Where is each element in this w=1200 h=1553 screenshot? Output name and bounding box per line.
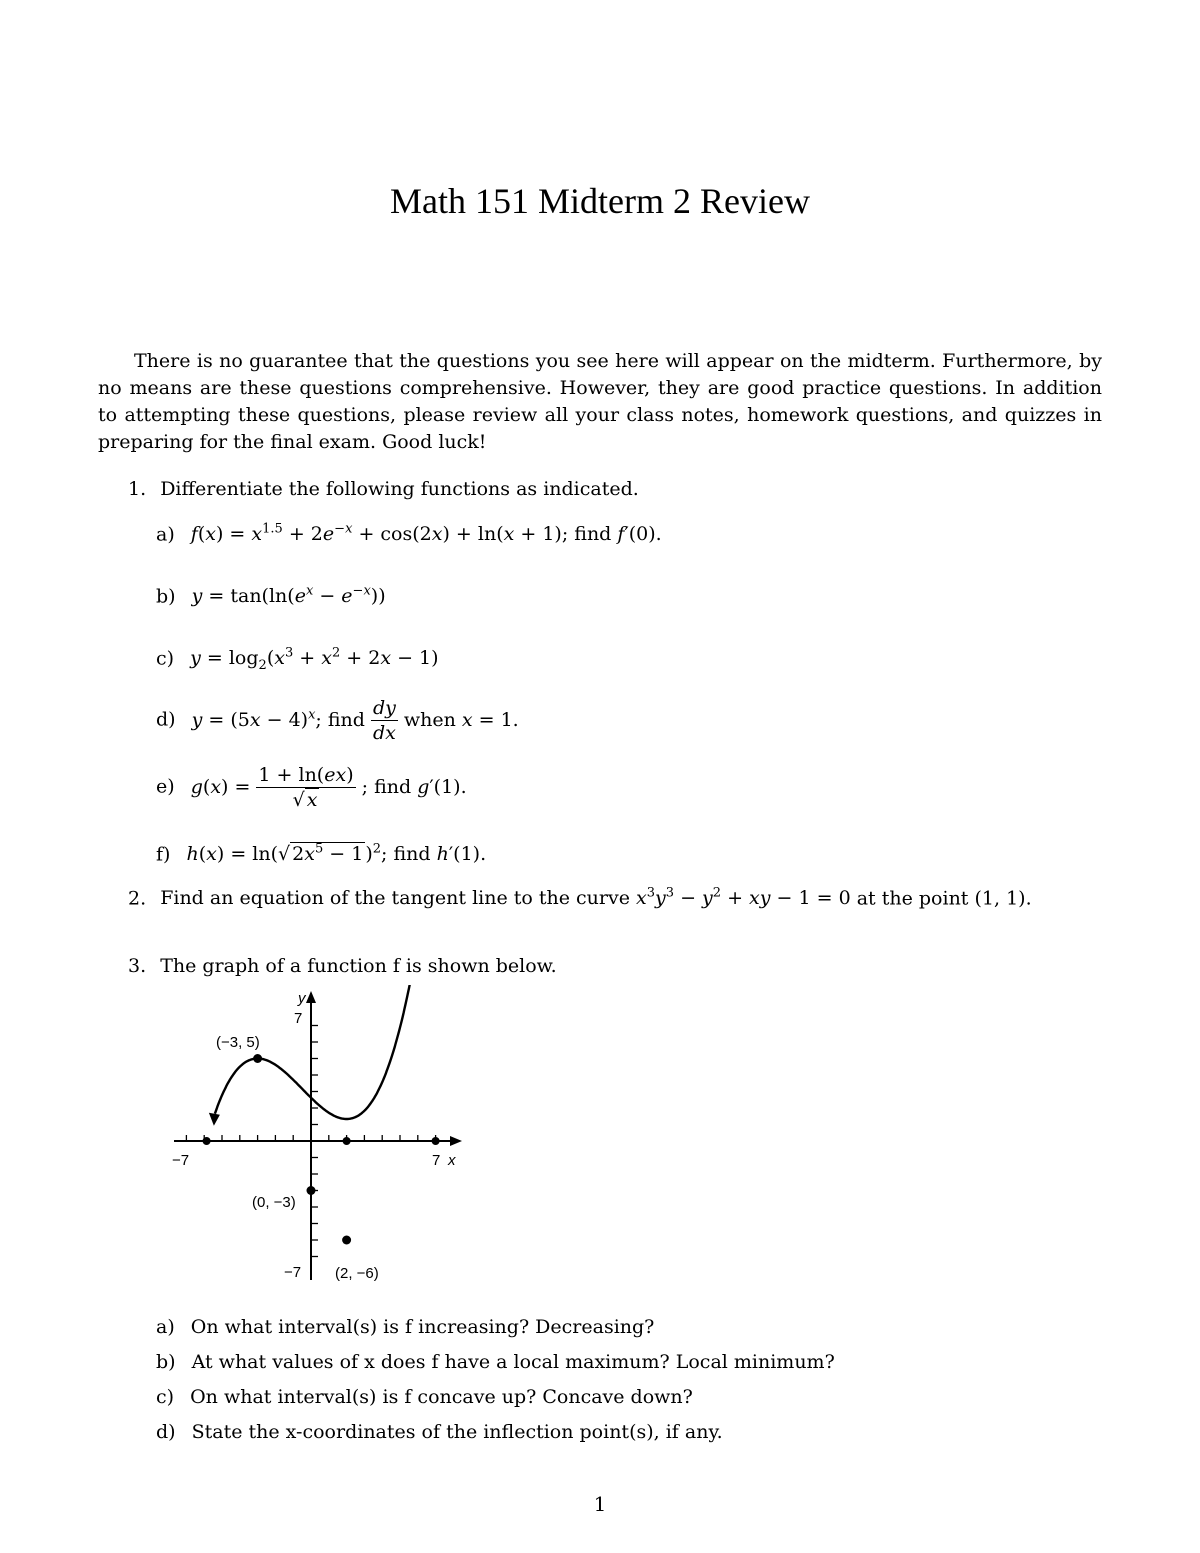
q3-part-d (156, 1421, 723, 1443)
part-label: d) (156, 1421, 176, 1443)
question-number: 3. (128, 955, 147, 977)
question-2 (128, 886, 1032, 909)
part-text: At what values of x does f have a local maximum? Local minimum? (191, 1351, 835, 1373)
point-local-max (253, 1054, 262, 1063)
point-label-y-intercept: (0, −3) (252, 1194, 296, 1211)
part-label: b) (156, 585, 176, 608)
y-axis-label: y (298, 990, 306, 1007)
question-text: The graph of a function f is shown below. (160, 955, 557, 977)
x-intercept-2 (343, 1137, 351, 1145)
y-top-tick-label: 7 (294, 1010, 303, 1027)
question-1 (128, 478, 639, 500)
part-text: State the x-coordinates of the inflection point(s), if any. (191, 1421, 723, 1443)
part-label: f) (156, 843, 171, 866)
page-title: Math 151 Midterm 2 Review (390, 181, 810, 221)
q1-part-b: b) $y = \tan(\ln(e^x - e^{-x}))$ (156, 584, 386, 608)
part-text: On what interval(s) is f increasing? Decreasing? (190, 1316, 655, 1338)
question-number: 2. (128, 887, 147, 910)
question-number: 1. (128, 478, 147, 500)
q3-part-a (156, 1316, 654, 1338)
point-y-intercept (307, 1186, 316, 1195)
q1-part-d: d) $y = (5x - 4)^x$; find $\frac{dy}{dx}$ when x = 1. (156, 697, 519, 744)
q1-part-c: c) $y = \log_2(x^3 + x^2 + 2x - 1)$ (156, 646, 439, 674)
part-label: e) (156, 775, 175, 798)
question-text-after: at the point (1, 1). (856, 887, 1032, 910)
intro-text: There is no guarantee that the questions you see here will appear on the midterm. Furthermore, by no means are these questions comprehensive. However, they are good practice questions. In addition to attempting these questions, please review all your class notes, homework questions, and quizzes in preparing for the final exam. Good luck! (98, 350, 1102, 453)
point-label-local-min: (2, −6) (335, 1265, 379, 1282)
x-intercept-1 (203, 1137, 211, 1145)
question-text-before: Find an equation of the tangent line to the curve (160, 887, 630, 910)
intro-paragraph (98, 348, 1102, 456)
q3-part-b (156, 1351, 835, 1373)
curve-arrow-left (209, 1113, 220, 1126)
part-label: a) (156, 523, 175, 546)
question-3 (128, 955, 557, 977)
part-label: d) (156, 708, 176, 731)
x-axis-label: x (448, 1152, 456, 1169)
curve-equation: $x^3y^3 - y^2$ + xy − 1 = 0 (636, 886, 851, 910)
question-text: Differentiate the following functions as indicated. (160, 478, 639, 500)
point-label-local-max: (−3, 5) (216, 1034, 260, 1051)
q1-part-a: a) $f(x) = x^{1.5} + 2e^{-x} + \cos(2x) + \ln(x + 1)$; find f′(0). (156, 522, 662, 546)
y-bottom-tick-label: −7 (284, 1264, 302, 1281)
part-text: On what interval(s) is f concave up? Concave down? (190, 1386, 693, 1408)
q1-part-f: f) h(x) = ln(√ $2x^5 - 1$ )$^2$; find h′(1). (156, 842, 487, 866)
x-axis-arrow (450, 1136, 462, 1146)
function-graph (168, 985, 468, 1285)
page-number: 1 (593, 1492, 607, 1516)
x-left-tick-label: −7 (172, 1152, 190, 1169)
point-local-min (342, 1236, 351, 1245)
x-right-tick-label: 7 (432, 1152, 441, 1169)
x-intercept-3 (432, 1137, 440, 1145)
y-axis-arrow (306, 991, 316, 1003)
part-label: b) (156, 1351, 176, 1373)
function-curve (215, 985, 420, 1119)
part-label: a) (156, 1316, 175, 1338)
part-label: c) (156, 647, 175, 670)
q1-part-e: e) g(x) = $\frac{1 + \ln(ex)}{√ x}$ ; find g′(1). (156, 764, 467, 811)
q3-part-c (156, 1386, 693, 1408)
part-label: c) (156, 1386, 175, 1408)
